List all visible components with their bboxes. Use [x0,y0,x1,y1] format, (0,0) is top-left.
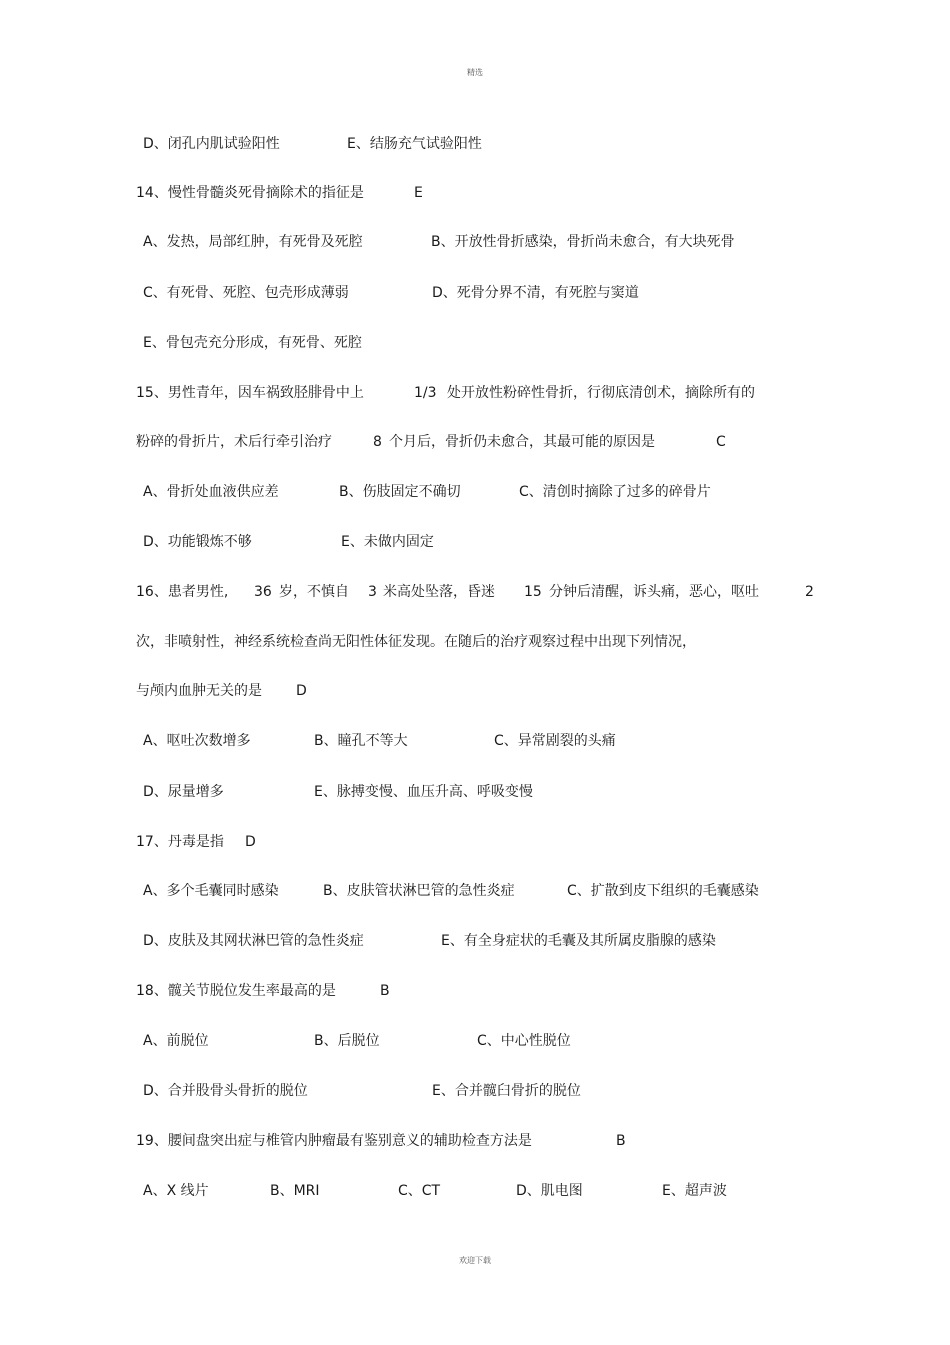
q18-option-d: D、合并股骨头骨折的脱位 [143,1083,308,1099]
q16-stem-3: 与颅内血肿无关的是 [136,683,262,699]
q19-stem: 19、腰间盘突出症与椎管内肿瘤最有鉴别意义的辅助检查方法是 [136,1133,532,1149]
q18-option-e: E、合并髋臼骨折的脱位 [432,1083,581,1099]
q19-option-b: B、MRI [270,1183,320,1199]
q15-stem-1a: 15、男性青年，因车祸致胫腓骨中上 [136,385,364,401]
q16-option-a: A、呕吐次数增多 [143,733,251,749]
q14-option-b: B、开放性骨折感染，骨折尚未愈合，有大块死骨 [431,234,735,250]
q16-option-e: E、脉搏变慢、血压升高、呼吸变慢 [314,784,533,800]
q16-option-c: C、异常剧裂的头痛 [494,733,616,749]
q16-stem-1d: 3 [368,584,377,600]
q18-option-b: B、后脱位 [314,1033,380,1049]
q15-option-c: C、清创时摘除了过多的碎骨片 [519,484,711,500]
q16-stem-1g: 分钟后清醒，诉头痛，恶心，呕吐 [549,584,759,600]
q13-option-e: E、结肠充气试验阳性 [347,136,482,152]
q15-stem-2c: 个月后，骨折仍未愈合，其最可能的原因是 [389,434,655,450]
q18-option-c: C、中心性脱位 [477,1033,571,1049]
q17-option-b: B、皮肤管状淋巴管的急性炎症 [323,883,515,899]
q18-answer: B [380,983,390,999]
q19-option-a: A、X 线片 [143,1183,209,1199]
q14-option-e: E、骨包壳充分形成，有死骨、死腔 [143,335,362,351]
page-footer: 欢迎下载 [459,1256,491,1265]
q14-stem: 14、慢性骨髓炎死骨摘除术的指征是 [136,185,364,201]
q15-answer: C [716,434,726,450]
q14-option-d: D、死骨分界不清，有死腔与窦道 [432,285,639,301]
q17-option-a: A、多个毛囊同时感染 [143,883,279,899]
q13-option-d: D、闭孔内肌试验阳性 [143,136,280,152]
q16-option-b: B、瞳孔不等大 [314,733,408,749]
q19-option-e: E、超声波 [662,1183,727,1199]
q19-option-d: D、肌电图 [516,1183,583,1199]
q16-option-d: D、尿量增多 [143,784,224,800]
q16-stem-1a: 16、患者男性, [136,584,229,600]
q15-option-a: A、骨折处血液供应差 [143,484,279,500]
page-header: 精选 [467,68,483,77]
q17-option-c: C、扩散到皮下组织的毛囊感染 [567,883,759,899]
q15-option-d: D、功能锻炼不够 [143,534,252,550]
q19-answer: B [616,1133,626,1149]
q15-stem-1b: 1/3 [414,385,437,401]
q16-stem-1h: 2 [805,584,814,600]
q14-option-a: A、发热，局部红肿，有死骨及死腔 [143,234,363,250]
q14-option-c: C、有死骨、死腔、包壳形成薄弱 [143,285,349,301]
q15-option-b: B、伤肢固定不确切 [339,484,461,500]
q17-answer: D [245,834,256,850]
q16-answer: D [296,683,307,699]
q16-stem-1c: 岁，不慎自 [279,584,349,600]
q14-answer: E [414,185,423,201]
q16-stem-2: 次，非喷射性，神经系统检查尚无阳性体征发现。在随后的治疗观察过程中出现下列情况， [136,634,696,650]
q15-stem-2a: 粉碎的骨折片，术后行牵引治疗 [136,434,332,450]
q18-stem: 18、髋关节脱位发生率最高的是 [136,983,336,999]
q17-stem: 17、丹毒是指 [136,834,224,850]
q15-stem-1c: 处开放性粉碎性骨折，行彻底清创术，摘除所有的 [447,385,755,401]
q17-option-e: E、有全身症状的毛囊及其所属皮脂腺的感染 [441,933,716,949]
q18-option-a: A、前脱位 [143,1033,209,1049]
q16-stem-1e: 米高处坠落，昏迷 [383,584,495,600]
q17-option-d: D、皮肤及其网状淋巴管的急性炎症 [143,933,364,949]
q19-option-c: C、CT [398,1183,441,1199]
q16-stem-1f: 15 [524,584,542,600]
q15-stem-2b: 8 [373,434,382,450]
q16-stem-1b: 36 [254,584,272,600]
q15-option-e: E、未做内固定 [341,534,434,550]
